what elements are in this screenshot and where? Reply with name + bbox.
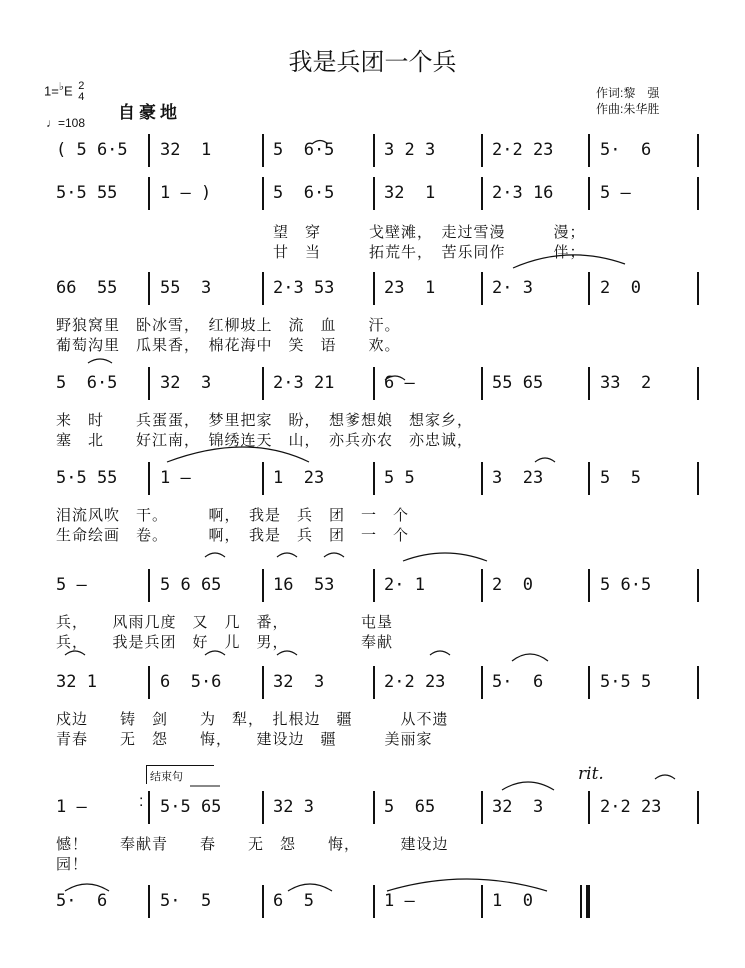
measure: 2· 3 xyxy=(492,278,533,298)
tempo-mark: ♩=108 xyxy=(46,116,86,130)
slur-mark xyxy=(65,651,85,655)
lyric-line-verse-1: 泪流风吹 干。 啊， 我是 兵 团 一 个 xyxy=(56,506,410,524)
lyric-line-verse-2: 甘 当 拓荒牛， 苦乐同作 伴； xyxy=(273,243,586,261)
measure: 5 – xyxy=(600,183,631,203)
measure: 5· 5 xyxy=(160,891,212,911)
measure: 2·2 23 xyxy=(492,140,554,160)
measure: 6 5 xyxy=(273,891,314,911)
slur-mark xyxy=(502,782,554,790)
measure: 32 3 xyxy=(273,797,314,817)
slur-mark xyxy=(403,553,487,561)
measure: 2·3 21 xyxy=(273,373,335,393)
slur-mark xyxy=(513,255,625,268)
measure: 5·5 55 xyxy=(56,468,118,488)
measure: 5 – xyxy=(56,575,87,595)
key-note: E xyxy=(63,83,73,99)
expression-mark: 自豪地 xyxy=(118,103,181,122)
slur-mark xyxy=(277,651,297,655)
measure: 2·3 53 xyxy=(273,278,335,298)
measure: 55 65 xyxy=(492,373,544,393)
measure: 32 1 xyxy=(56,672,97,692)
measure: 1 – xyxy=(384,891,415,911)
slur-mark xyxy=(512,654,548,661)
measure: 5 6·5 xyxy=(273,140,335,160)
measure: 5· 6 xyxy=(600,140,652,160)
measure: 3 2 3 xyxy=(384,140,436,160)
ritardando-mark: rit. xyxy=(578,764,604,784)
measure: 32 1 xyxy=(160,140,212,160)
measure: 5 65 xyxy=(384,797,436,817)
measure: 1 – xyxy=(160,468,191,488)
measure: 33 2 xyxy=(600,373,652,393)
lyric-line-verse-1: 望 穿 戈壁滩， 走过雪漫 漫； xyxy=(273,223,586,241)
page-title: 我是兵团一个兵 xyxy=(288,49,457,76)
measure: 66 55 xyxy=(56,278,118,298)
slur-mark xyxy=(205,651,225,655)
slur-mark xyxy=(65,884,109,891)
measure: 5 6·5 xyxy=(600,575,652,595)
slur-mark xyxy=(655,775,675,779)
lyric-line-verse-2: 葡萄沟里 瓜果香， 棉花海中 笑 语 欢。 xyxy=(56,336,401,354)
measure: 1 23 xyxy=(273,468,325,488)
lyric-line-verse-2: 青春 无 怨 悔， 建设边 疆 美丽家 xyxy=(56,730,433,748)
slur-mark xyxy=(312,141,328,145)
measure: 23 1 xyxy=(384,278,436,298)
measure: 5· 6 xyxy=(492,672,544,692)
measure: 5 6 65 xyxy=(160,575,222,595)
measure: 5·5 5 xyxy=(600,672,652,692)
slur-mark xyxy=(535,458,555,462)
measure: 1 – ) xyxy=(160,183,212,203)
slur-mark xyxy=(387,879,547,891)
flat-sign: ♭ xyxy=(58,81,64,93)
measure: 2·2 23 xyxy=(384,672,446,692)
measure: 5 6·5 xyxy=(273,183,335,203)
measure: 5·5 65 xyxy=(160,797,222,817)
slur-mark xyxy=(385,376,405,380)
lyricist-credit: 作词:黎 强 xyxy=(596,86,660,100)
lyric-line-verse-2: 塞 北 好江南， 锦绣连天 山， 亦兵亦农 亦忠诚， xyxy=(56,431,474,449)
time-beats: 2 xyxy=(78,79,85,92)
measure: 2·2 23 xyxy=(600,797,662,817)
measure: 6 – xyxy=(384,373,415,393)
time-unit: 4 xyxy=(78,90,85,103)
lyric-line-verse-1: 憾！ 奉献青 春 无 怨 悔， 建设边 xyxy=(56,835,449,853)
measure: 5·5 55 xyxy=(56,183,118,203)
slur-mark xyxy=(430,651,450,655)
measure: 55 3 xyxy=(160,278,212,298)
slur-mark xyxy=(205,553,225,557)
lyric-line-verse-2: 生命绘画 卷。 啊， 我是 兵 团 一 个 xyxy=(56,526,410,544)
repeat-sign: : xyxy=(139,793,144,810)
measure: 32 3 xyxy=(273,672,325,692)
measure: 1 – xyxy=(56,797,87,817)
measure: 5· 6 xyxy=(56,891,108,911)
measure: 32 3 xyxy=(160,373,212,393)
lyric-line-verse-2: 园！ xyxy=(56,855,89,873)
measure: 6 5·6 xyxy=(160,672,222,692)
slur-mark xyxy=(288,884,332,891)
measure: 3 23 xyxy=(492,468,544,488)
lyric-line-verse-1: 来 时 兵蛋蛋， 梦里把家 盼， 想爹想娘 想家乡， xyxy=(56,411,474,429)
lyric-line-verse-1: 野狼窝里 卧冰雪， 红柳坡上 流 血 汗。 xyxy=(56,316,401,334)
slur-mark xyxy=(277,553,297,557)
measure: 32 1 xyxy=(384,183,436,203)
measure: 2· 1 xyxy=(384,575,425,595)
measure: 1 0 xyxy=(492,891,533,911)
measure: 2·3 16 xyxy=(492,183,554,203)
measure: ( 5 6·5 xyxy=(56,140,128,160)
measure: 2 0 xyxy=(492,575,533,595)
measure: 5 5 xyxy=(600,468,641,488)
ending-label: 结束句 xyxy=(146,765,214,784)
lyric-line-verse-1: 戍边 铸 剑 为 犁， 扎根边 疆 从不遗 xyxy=(56,710,449,728)
measure: 5 6·5 xyxy=(56,373,118,393)
slur-mark xyxy=(88,359,112,363)
slur-mark xyxy=(324,553,344,557)
composer-credit: 作曲:朱华胜 xyxy=(596,102,660,116)
lyric-line-verse-2: 兵， 我是兵团 好 儿 男， 奉献 xyxy=(56,633,394,651)
measure: 16 53 xyxy=(273,575,335,595)
key-prefix: 1= xyxy=(44,83,59,99)
measure: 2 0 xyxy=(600,278,641,298)
measure: 32 3 xyxy=(492,797,544,817)
measure: 5 5 xyxy=(384,468,415,488)
lyric-line-verse-1: 兵， 风雨几度 又 几 番， 屯垦 xyxy=(56,613,394,631)
slur-mark xyxy=(167,447,309,462)
